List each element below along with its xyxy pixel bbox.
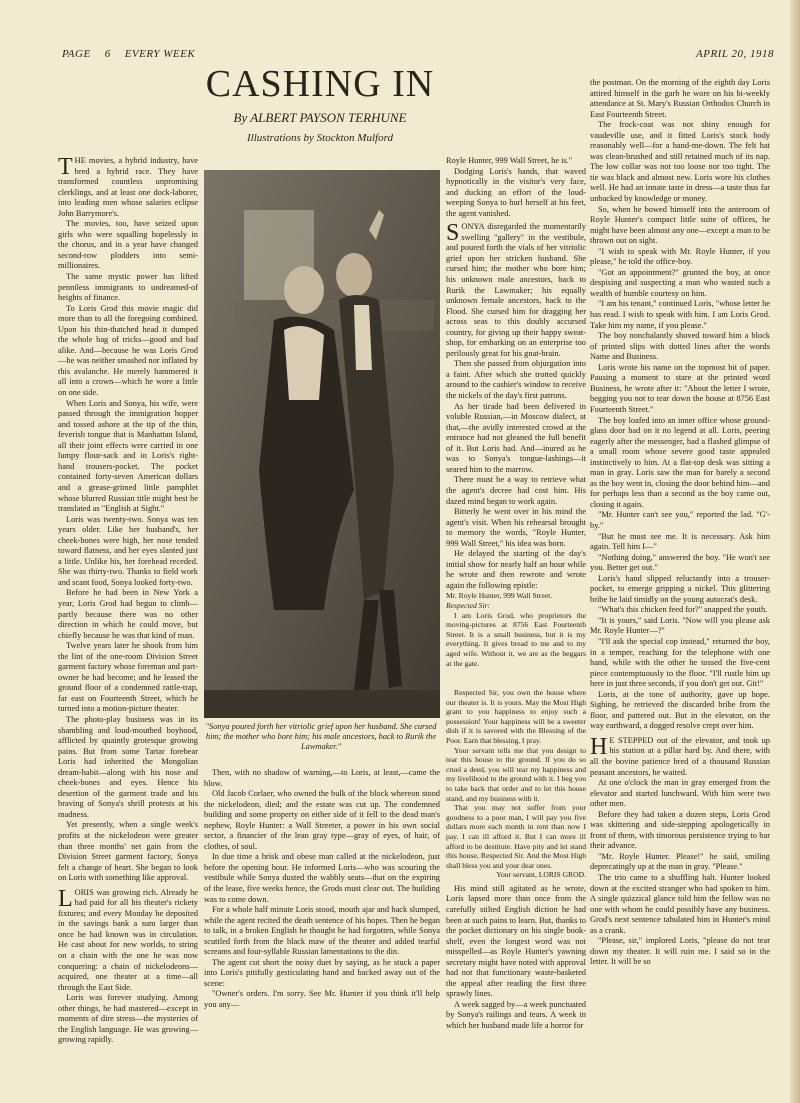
letter-addressee: Mr. Royle Hunter, 999 Wall Street. bbox=[446, 591, 553, 601]
column-1 bbox=[58, 156, 198, 1086]
paragraph: "What's this chicken feed for?" snapped the youth. bbox=[598, 605, 768, 615]
paragraph: "Got an appointment?" grunted the boy, at once despising and suspecting a man who wasted such a wealth of humble courtesy on him. bbox=[590, 267, 770, 298]
letter-paragraph: Respected Sir, you own the house where our theater is. It is yours. May the Most High grant to you happiness to enjoy such a possession! Your happiness will be a sweeter dish if it is savored with the Blessing of the Poor. Earn that blessing, I pray. bbox=[446, 688, 586, 745]
paragraph: The movies, too, have seized upon girls who were squalling hopelessly in the chorus, and in a year have changed second-row plodders into semi-millionaires. bbox=[58, 219, 198, 271]
paragraph: The trio came to a shuffling halt. Hunter looked down at the excited stranger who had spoken to him. A single quizzical glance told him the fellow was no one with whom he could possibly have any business. Grod's next sentence tabulated him in Hunter's mind as a crank. bbox=[590, 873, 770, 935]
story-illustration bbox=[204, 170, 440, 718]
paragraph: "I am his tenant," continued Loris, "whose letter he has read. I wish to speak with him. I am Loris Grod. Take him my name, if you please." bbox=[590, 299, 770, 330]
paragraph: To Loris Grod this movie magic did more than to all the foregoing combined. Upon his thin-thatched head it dumped the whole bag of tricks—good and bad alike. And—because he was Loris Grod—he was neither smashed nor inflated by this avalanche. He merely hammered it all into a crown—which he wore a little on one side. bbox=[58, 303, 198, 398]
byline: By ALBERT PAYSON TERHUNE bbox=[233, 110, 407, 125]
paragraph: E STEPPED out of the elevator, and took up his station at a pillar hard by. And there, with all the bovine patience bred of a thousand Russian peasant ancestors, he waited. bbox=[590, 735, 770, 777]
paragraph: Dodging Loris's hands, that waved hypnotically in the visitor's very face, and ducking an effort of the loud-weeping Sonya to hurl herself at his feet, the agent vanished. bbox=[446, 166, 586, 218]
paragraph: ORIS was growing rich. Already he had paid for all his theater's rickety fixtures; and every Monday he deposited in the savings bank a sum larger than once he had known was in circulation. He cast about for new worlds, to string on a chain with the one he was now conquering: a chain of nickelodeons—acquired, one theater at a time—all through the East Side. bbox=[58, 887, 198, 992]
paragraph: "It is yours," said Loris. "Now will you please ask Mr. Royle Hunter—?" bbox=[590, 615, 770, 636]
paragraph: "Mr. Royle Hunter. Please!" he said, smiling deprecatingly up at the man in gray. "Please." bbox=[590, 851, 770, 872]
magazine-name: EVERY WEEK bbox=[124, 48, 196, 60]
paragraph: The boy nonchalantly shoved toward him a block of printed slips with dotted lines after the words Name and Business. bbox=[590, 331, 770, 362]
paragraph: Loris, at the tone of authority, gave up hope. Sighing, he retrieved the discarded bribe from the floor, and pattered out. But in the elevator, on the way earthward, a dogged resolve crept over him. bbox=[590, 689, 770, 731]
paragraph: There must be a way to retrieve what the agent's decree had cost him. His dazed mind began to work again. bbox=[446, 475, 586, 506]
paragraph: The frock-coat was not shiny enough for vaudeville use, and it fitted Loris's stock body reasonably well—for a hand-me-down. The felt hat was clean-brushed and still retained much of its nap. The low collar was not too loose nor too tight. The tie was black and almost new. Loris wore his clothes well. He had an innate taste in dress—a taste thus far unbacked by knowledge or money. bbox=[590, 120, 770, 204]
paragraph: "Please, sir," implored Loris, "please do not tear down my theater. It will ruin me. I said so in the letter. It will be so bbox=[590, 936, 770, 967]
paragraph: A week sagged by—a week punctuated by Sonya's railings and tears. A week in which her husband made life a horror for bbox=[446, 999, 586, 1030]
paragraph: Royle Hunter, 999 Wall Street, he is." bbox=[446, 156, 573, 165]
letter bbox=[446, 591, 586, 668]
binding-edge bbox=[790, 0, 800, 1103]
issue-date: APRIL 20, 1918 bbox=[696, 48, 774, 60]
letter-paragraph: Your servant tells me that you design to tear this house to the ground. If you do so cruel a deed, you will tear my happiness and my livelihood to the ground with it. I beg you to take back that order and to let this house stand, and my business with it. bbox=[446, 745, 586, 803]
paragraph: When Loris and Sonya, his wife, were passed through the immigration hopper and tossed ashore at the tip of the thin, feverish tongue that is Manhattan Island, all their joint effects were carried in one lumpy flour-sack and in Loris's right-hand trousers-pocket. The pocket contained forty-seven American dollars and a grease-grimed little pamphlet whose blurred Russian title might best be translated as "English at Sight." bbox=[58, 398, 198, 514]
paragraph: The boy loafed into an inner office whose ground-glass door had on it no legend at all. Loris, peering eagerly after the messenger, had a flashed glimpse of a small room whose severe good taste appealed instinctively to him. At a flat-top desk was sitting a man in gray. Loris saw the man for barely a second as the boy went in, closing the door behind him—and for perhaps less than a second as the boy came out, closing it again. bbox=[590, 415, 770, 509]
paragraph: The agent cut short the noisy duet by saying, as he stuck a paper into Loris's pitifully gesticulating hand and backed away out of the scene: bbox=[204, 957, 440, 988]
paragraph: At one o'clock the man in gray emerged from the elevator and started lunchward. With him were two other men. bbox=[590, 778, 770, 809]
paragraph: Then, with no shadow of warning,—to Loris, at least,—came the blow. bbox=[204, 768, 440, 788]
paragraph: As her tirade had been delivered in voluble Russian,—in Moscow dialect, at that,—the avidly interested crowd at the entrance had not gleaned the full benefit of it. But Loris had. And—inured as he was to Sonya's tongue-lashings—it seared him to the marrow. bbox=[446, 401, 586, 474]
column-2-lower bbox=[204, 768, 440, 1090]
paragraph: So, when he bowed himself into the anteroom of Royle Hunter's compact little suite of offices, he might have been almost any one—except a man to be thrown out on sight. bbox=[590, 204, 770, 246]
paragraph: The photo-play business was in its shambling and loud-mouthed boyhood, afflicted by quaintly grotesque growing pains. But from some Tartar forebear Loris had inherited the Mongolian dream-habit—along with his nose and cheek-bones and eyes. Hence his desertion of the garment trade and his braving of Sonya's shrill protests at his madness. bbox=[58, 714, 198, 819]
drop-cap: T bbox=[58, 156, 73, 180]
illustration-caption: "Sonya poured forth her vitriolic grief upon her husband. She cursed him; the mother who bore him; his male ancestors, back to Rurik the Lawmaker." bbox=[205, 722, 437, 751]
column-3-lower bbox=[446, 688, 586, 1088]
drop-cap: L bbox=[58, 885, 73, 912]
paragraph: ONYA disregarded the momentarily swelling "gallery" in the vestibule, and poured forth the vials of her vitriolic grief upon her stricken husband. She cursed him; the mother who bore him; his unknown male ancestors, back to Rurik the Lawmaker; his equally unknown female ancestors, back to the Flood. She cursed him for dragging her across seas to this doubly accursed country, for giving up their happy sweat-shop, for embarking on an enterprise too perilously great for his gnat-brain. bbox=[446, 222, 586, 358]
letter-paragraph: I am Loris Grod, who proprietors the moving-pictures at 8756 East Fourteenth Street. It is a small business, but it is my everything. It gives bread to me and to my aged wife. Without it, we are as the beggars at the gate. bbox=[446, 610, 586, 668]
paragraph: Old Jacob Corlaer, who owned the bulk of the block whereon stood the nickelodeon, died; and the estate was cut up. The condemned building and some property on either side of it fell to the dead man's nephew, Royle Hunter: a Wall Streeter, a power in his own social sector, a financier of the lean gray type—gray of eyes, of hair, of clothes, of soul. bbox=[204, 789, 440, 851]
paragraph: In due time a brisk and obese man called at the nickelodeon, just before the opening hour. He informed Loris—who was scouring the vestibule while Sonya dusted the wabbly seats—that on the expiring of the lease, five weeks hence, the Grods must clear out. The building was to come down. bbox=[204, 852, 440, 904]
paragraph: Yet presently, when a single week's profits at the nickelodeon were greater than three months' net gain from the Division Street garment factory, Sonya felt a change of heart. She began to look on Loris with something like approval. bbox=[58, 820, 198, 883]
header-left bbox=[62, 48, 209, 60]
paragraph: "Nothing doing," answered the boy. "He won't see you. Better get out." bbox=[590, 552, 770, 573]
page-number: 6 bbox=[104, 48, 111, 60]
running-header bbox=[62, 48, 774, 60]
paragraph: For a whole half minute Loris stood, mouth ajar and back slumped, while the agent recited the death sentence of his hopes. Then he began to talk, in a broken English he thought he had forgotten, while Sonya scuttled forth from the black maw of the theater and added tearful screams and four-syllable Russian lamentations to the din. bbox=[204, 905, 440, 957]
paragraph: Before they had taken a dozen steps, Loris Grod was skittering and side-stepping apologetically in front of them, with timorous persistence trying to bar their advance. bbox=[590, 809, 770, 851]
paragraph: "Owner's orders. I'm sorry. See Mr. Hunter if you think it'll help you any— bbox=[204, 989, 440, 1010]
paragraph: "I'll ask the special cop instead," returned the boy, in a temper, reaching for the telephone with one hand, while with the other he tossed the five-cent piece contemptuously to the floor. "I'll rustle him up here in just three seconds, if you don't get out. Git!" bbox=[590, 636, 770, 689]
column-4 bbox=[590, 78, 770, 1088]
letter-continued bbox=[446, 688, 586, 880]
paragraph: Bitterly he went over in his mind the agent's visit. When his rehearsal brought to memory the words, "Royle Hunter, 999 Wall Street," his idea was born. bbox=[446, 507, 586, 548]
paragraph: He delayed the starting of the day's initial show for nearly half an hour while he wrote and then rewrote and wrote again the following epistle: bbox=[446, 549, 586, 590]
paragraph: HE movies, a hybrid industry, have bred a hybrid race. They have transformed countless unpromising clerklings, and at least one dock-laborer, into leading men whose salaries eclipse John Barrymore's. bbox=[58, 156, 198, 218]
paragraph: His mind still agitated as he wrote, Loris lapsed more than once from the carefully stilted English diction he had been at such pains to learn. But, thanks to the pocket dictionary on his single book-shelf, even the longest word was not misspelled—as Royle Hunter's yawning secretary might have noted with approval had not that functionary waste-basketed the appeal after reading the first three sprawly lines. bbox=[446, 883, 586, 999]
letter-closing: Your servant, LORIS GROD. bbox=[496, 870, 586, 880]
paragraph: "Mr. Hunter can't see you," reported the lad. "G'-by." bbox=[590, 510, 770, 530]
paragraph: Loris's hand slipped reluctantly into a trouser-pocket, to emerge gripping a nickel. This glittering bribe he laid timidly on the young autocrat's desk. bbox=[590, 573, 770, 604]
drop-cap: H bbox=[590, 733, 608, 760]
paragraph: the postman. On the morning of the eighth day Loris attired himself in the garb he wore on his bi-weekly attendance at St. Mary's Russian Orthodox Church in East Fourteenth Street. bbox=[590, 78, 770, 119]
letter-salutation: Respected Sir: bbox=[446, 601, 491, 611]
letter-paragraph: That you may not suffer from your goodness to a poor man, I will pay you five dollars more each month in rent than now I pay. I can ill afford it. But I can more ill afford to be destitute. Have pity and let stand this house, Respected Sir. And the Most High shall bless you and your dear ones. bbox=[446, 803, 586, 870]
paragraph: Loris was forever studying. Among other things, he had mastered—except in moments of dire stress—the mysteries of the English language. He was growing—growing rapidly. bbox=[58, 993, 198, 1045]
paragraph: Then she passed from objurgation into a faint. After which she trotted quickly around to the cashier's window to receive the nickels of the day's first patrons. bbox=[446, 359, 586, 401]
page-label: PAGE bbox=[62, 48, 91, 60]
illustrations-credit: Illustrations by Stockton Mulford bbox=[247, 132, 393, 144]
paragraph: The same mystic power has lifted penniless immigrants to undreamed-of heights of finance. bbox=[58, 272, 198, 303]
article-title: CASHING IN bbox=[205, 63, 435, 105]
paragraph: Twelve years later he shook from him the lint of the one-room Division Street garment factory whose foreman and part-owner he had become; and he leased the ground floor of a condemned rattle-trap, far east on Fourteenth Street, which he turned into a motion-picture theater. bbox=[58, 641, 198, 714]
paragraph: Before he had been in New York a year, Loris Grod had begun to climb—partly because there was no other direction in which he could move, but chiefly because he was that kind of man. bbox=[58, 588, 198, 640]
column-3-upper bbox=[446, 156, 586, 686]
illustration-drawing bbox=[204, 170, 440, 718]
paragraph: Loris was twenty-two. Sonya was ten years older. Like her husband's, her cheek-bones were high, her nose tended toward flatness, and her eyes slanted just a little. Unlike his, her forehead receded. She was thirty-two. Thanks to field work and scant food, Sonya looked forty-two. bbox=[58, 514, 198, 587]
drop-cap: S bbox=[446, 220, 460, 247]
paragraph: Loris wrote his name on the topmost bit of paper. Pausing a moment to stare at the printed word Business, he wrote after it: "About the letter I wrote, begging you not to tear down the house at 8756 East Fourteenth Street." bbox=[590, 362, 770, 414]
paragraph: "I wish to speak with Mr. Royle Hunter, if you please," he told the office-boy. bbox=[590, 246, 770, 267]
paragraph: "But he must see me. It is necessary. Ask him again. Tell him I—" bbox=[590, 531, 770, 552]
